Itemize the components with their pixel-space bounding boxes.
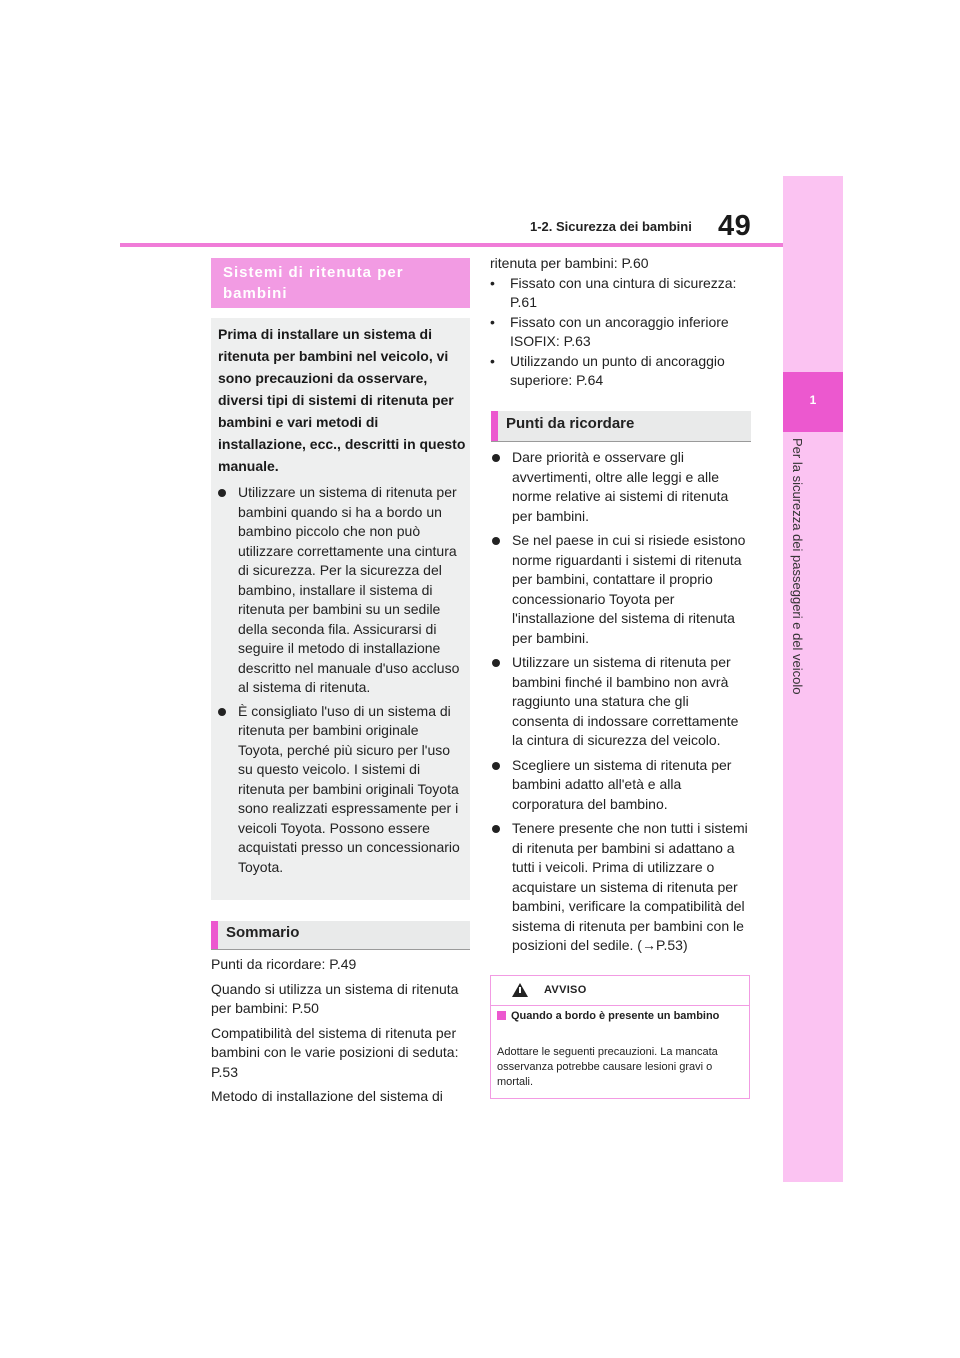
dash-bullet: • xyxy=(490,274,495,291)
list-item-text: Utilizzare un sistema di ritenuta per bambini quando si ha a bordo un bambino piccolo che non può utilizzare correttamente una cintura di sicurezza. Per la sicurezza del bambino, installare il sistema di ritenuta per bambini su un sedile della seconda fila. Assicurarsi di seguire il metodo di installazione descritto nel manuale d'uso accluso al sistema di ritenuta. xyxy=(238,484,460,695)
points-heading-text: Punti da ricordare xyxy=(506,415,635,432)
section-heading-text: Sistemi di ritenuta per bambini xyxy=(223,264,404,302)
list-item-text: Fissato con una cintura di sicurezza: P.61 xyxy=(510,274,737,310)
bullet-dot-icon xyxy=(492,762,500,770)
list-item xyxy=(218,483,462,698)
bullet-dot-icon xyxy=(218,489,226,497)
warning-body: Adottare le seguenti precauzioni. La mancata osservanza potrebbe causare lesioni gravi o mortali. xyxy=(497,1046,718,1088)
summary-link-p49[interactable]: Punti da ricordare: P.49 xyxy=(211,956,357,972)
bullet-dot-icon xyxy=(492,659,500,667)
list-item xyxy=(492,448,748,526)
points-heading xyxy=(491,411,751,441)
summary-link-p53[interactable]: Compatibilità del sistema di ritenuta per bambini con le varie posizioni di seduta: P.53 xyxy=(211,1024,459,1080)
list-item[interactable] xyxy=(490,313,750,352)
points-bullet-list xyxy=(492,448,748,956)
section-heading-child-restraints xyxy=(211,258,470,308)
summary-link-p60[interactable]: ritenuta per bambini: P.60 xyxy=(490,255,649,271)
warning-triangle-icon xyxy=(512,983,528,997)
list-item-text: Utilizzando un punto di ancoraggio superiore: P.64 xyxy=(510,352,725,388)
list-item xyxy=(492,653,748,751)
list-item xyxy=(492,756,748,815)
list-item-text: Se nel paese in cui si risiede esistono norme riguardanti i sistemi di ritenuta per bambini, contattare il proprio concessionario Toyota per l'installazione del sistema di ritenuta per bambini. xyxy=(512,532,746,646)
summary-link-p50[interactable]: Quando si utilizza un sistema di ritenuta per bambini: P.50 xyxy=(211,980,459,1016)
summary-heading-text: Sommario xyxy=(226,924,300,941)
list-item-text: È consigliato l'uso di un sistema di ritenuta per bambini originale Toyota, perché più sicuro per l'uso su questo veicolo. I sistemi di ritenuta per bambini originali Toyota sono realizzati espressamente per i veicoli Toyota. Possono essere acquistati presso un concessionario Toyota. xyxy=(238,702,460,875)
summary-item-continued: Metodo di installazione del sistema di xyxy=(211,1088,443,1104)
warning-box xyxy=(490,975,750,1099)
chapter-title-vertical xyxy=(783,432,813,1182)
bullet-dot-icon xyxy=(492,454,500,462)
bullet-dot-icon xyxy=(492,825,500,833)
section-title: 1-2. Sicurezza dei bambini xyxy=(530,219,692,234)
summary-heading xyxy=(211,921,470,949)
header-rule xyxy=(120,243,783,247)
intro-paragraph: Prima di installare un sistema di ritenuta per bambini nel veicolo, vi sono precauzioni da osservare, diversi tipi di sistemi di ritenuta per bambini e vari metodi di installazione, ecc., descritti in questo manuale. xyxy=(218,326,466,474)
list-item xyxy=(492,819,748,956)
list-item-text: Utilizzare un sistema di ritenuta per bambini finché il bambino non avrà raggiunto una statura che gli consenta di indossare correttamente la cintura di sicurezza del veicolo. xyxy=(512,654,739,748)
list-item-text: Dare priorità e osservare gli avvertimenti, oltre alle leggi e alle norme relative ai sistemi di ritenuta per bambini. xyxy=(512,449,729,524)
warning-label: AVVISO xyxy=(544,984,587,996)
list-item xyxy=(492,531,748,648)
list-item-text: Scegliere un sistema di ritenuta per bambini adatto all'età e alla corporatura del bambino. xyxy=(512,756,732,812)
chapter-title: Per la sicurezza dei passeggeri e del veicolo xyxy=(790,438,805,695)
list-item xyxy=(218,702,462,878)
summary-list xyxy=(211,955,471,1112)
page-number: 49 xyxy=(718,210,752,242)
install-methods-list xyxy=(490,254,750,391)
dash-bullet: • xyxy=(490,352,495,369)
bullet-dot-icon xyxy=(218,708,226,716)
warning-subheading-text: Quando a bordo è presente un bambino xyxy=(511,1010,720,1022)
warning-subheading xyxy=(497,1009,751,1023)
square-bullet-icon xyxy=(497,1011,506,1020)
bullet-dot-icon xyxy=(492,537,500,545)
dash-bullet: • xyxy=(490,313,495,330)
list-item[interactable] xyxy=(490,352,750,391)
list-item-text: Fissato con un ancoraggio inferiore ISOFIX: P.63 xyxy=(510,313,729,349)
list-item-text: Tenere presente che non tutti i sistemi di ritenuta per bambini si adattano a tutti i veicoli. Prima di utilizzare o acquistare un sistema di ritenuta per bambini, verificare la compatibilità del sistema di ritenuta per bambini con le posizioni del sedile. (→P.53) xyxy=(512,820,748,953)
list-item[interactable] xyxy=(490,274,750,313)
intro-bullet-list xyxy=(218,483,462,877)
chapter-number-tab: 1 xyxy=(783,372,843,432)
warning-header xyxy=(491,976,749,1006)
